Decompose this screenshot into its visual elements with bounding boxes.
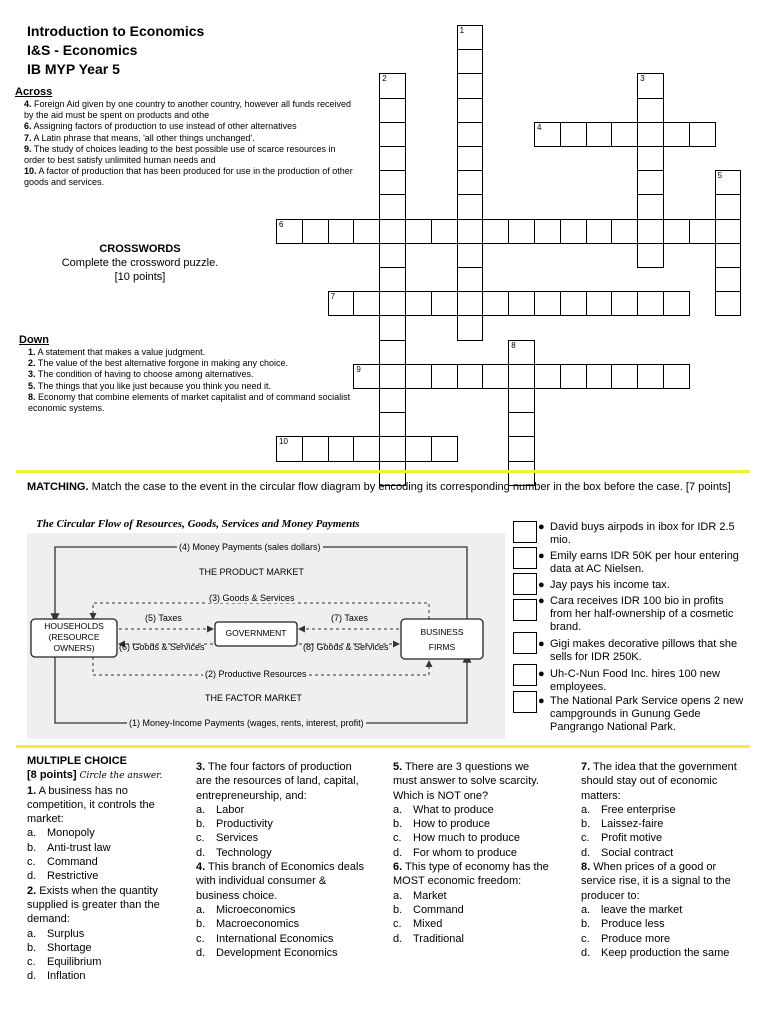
crossword-cell[interactable]: [586, 122, 613, 147]
crossword-cell[interactable]: [302, 219, 329, 244]
crossword-cell[interactable]: [328, 436, 355, 461]
option[interactable]: a. Monopoly: [27, 827, 95, 840]
crossword-clue-number: 10: [279, 437, 288, 447]
option[interactable]: c. Services: [196, 832, 259, 845]
crossword-cell[interactable]: [457, 49, 484, 74]
diagram-title: The Circular Flow of Resources, Goods, Services and Money Payments: [36, 518, 360, 530]
across-clue: 7. A Latin phrase that means, 'all other things unchanged'.: [24, 132, 255, 143]
crossword-cell[interactable]: [534, 219, 561, 244]
question-6: 6. This type of economy has the MOST economic freedom:: [393, 861, 549, 888]
crossword-cell[interactable]: [379, 267, 406, 292]
crossword-instruction: Complete the crossword puzzle.: [61, 257, 219, 269]
question-2: 2. Exists when the quantity supplied is greater than the demand:: [27, 884, 160, 926]
crossword-cell[interactable]: [379, 219, 406, 244]
crossword-cell[interactable]: [457, 73, 484, 98]
goods-right-label: (8) Goods & Services: [303, 642, 389, 652]
crossword-cell[interactable]: [560, 122, 587, 147]
question-4: 4. This branch of Economics deals with individual consumer & business choice.: [196, 861, 364, 902]
crossword-cell[interactable]: [379, 388, 406, 413]
crossword-cell[interactable]: [457, 243, 484, 268]
crossword-cell[interactable]: [534, 291, 561, 316]
crossword-cell[interactable]: [508, 364, 535, 389]
section-divider: [16, 745, 750, 748]
match-answer-box[interactable]: [513, 691, 537, 713]
match-answer-box[interactable]: [513, 599, 537, 621]
mc-column-2: [196, 760, 368, 960]
down-clue: 1. A statement that makes a value judgment.: [28, 347, 206, 357]
crossword-cell[interactable]: [508, 436, 535, 461]
crossword-title: CROSSWORDS: [99, 243, 181, 255]
crossword-cell[interactable]: [611, 122, 638, 147]
question-5: 5. There are 3 questions we must answer to solve scarcity. Which is NOT one?: [393, 761, 539, 802]
option[interactable]: a. leave the market: [581, 903, 683, 916]
match-answer-box[interactable]: [513, 632, 537, 654]
crossword-cell[interactable]: [482, 364, 509, 389]
crossword-cell[interactable]: [405, 291, 432, 316]
business-label: BUSINESS FIRMS: [420, 627, 464, 652]
option[interactable]: d. Traditional: [393, 932, 464, 945]
grade-title: IB MYP Year 5: [27, 61, 120, 77]
option[interactable]: b. Macroeconomics: [196, 918, 300, 931]
option[interactable]: a. Market: [393, 889, 447, 902]
crossword-clue-number: 5: [717, 171, 723, 181]
down-clue: 3. The condition of having to choose among alternatives.: [28, 369, 254, 380]
crossword-cell[interactable]: [431, 291, 458, 316]
option[interactable]: a. Labor: [196, 803, 245, 816]
crossword-cell[interactable]: [560, 219, 587, 244]
matching-case: ● The National Park Service opens 2 new campgrounds in Gunung Gede Pangrango National Park.: [538, 695, 744, 733]
option[interactable]: b. How to produce: [393, 818, 491, 831]
crossword-cell[interactable]: [715, 194, 742, 219]
across-title: Across: [15, 86, 53, 98]
crossword-cell[interactable]: [611, 364, 638, 389]
factor-market-label: THE FACTOR MARKET: [205, 693, 302, 703]
crossword-clue-number: 1: [459, 26, 465, 35]
crossword-cell[interactable]: [379, 170, 406, 195]
goods-left-label: (6) Goods & Services: [119, 642, 205, 652]
matching-case: ● David buys airpods in ibox for IDR 2.5 mio.: [538, 521, 735, 546]
crossword-cell[interactable]: [379, 243, 406, 268]
crossword-cell[interactable]: [353, 291, 380, 316]
crossword-cell[interactable]: [379, 98, 406, 123]
crossword-cell[interactable]: [663, 122, 690, 147]
option[interactable]: c. International Economics: [196, 932, 334, 945]
question-1: 1. A business has no competition, it controls the market:: [27, 784, 155, 826]
crossword-cell[interactable]: [302, 436, 329, 461]
crossword-cell[interactable]: [379, 436, 406, 461]
crossword-cell[interactable]: [379, 364, 406, 389]
crossword-cell[interactable]: [457, 267, 484, 292]
section-divider: [16, 470, 750, 473]
option[interactable]: b. Laissez-faire: [581, 818, 664, 831]
option[interactable]: c. Produce more: [581, 932, 671, 945]
crossword-cell[interactable]: [431, 364, 458, 389]
option[interactable]: d. Restrictive: [27, 870, 99, 883]
crossword-cell[interactable]: [637, 291, 664, 316]
crossword-clue-number: 9: [356, 364, 361, 374]
crossword-cell[interactable]: [379, 194, 406, 219]
crossword-cell[interactable]: [457, 98, 484, 123]
option[interactable]: c. Mixed: [393, 918, 443, 931]
matching-case: ● Gigi makes decorative pillows that she sells for IDR 250K.: [538, 638, 738, 663]
money-income-arrow: [55, 655, 467, 723]
crossword-cell[interactable]: [689, 219, 716, 244]
option[interactable]: d. Technology: [196, 846, 272, 859]
crossword-cell[interactable]: [379, 315, 406, 340]
question-8: 8. When prices of a good or service rise, it is a signal to the producer to:: [581, 861, 731, 902]
crossword-cell[interactable]: [457, 219, 484, 244]
option[interactable]: a. What to produce: [393, 803, 494, 816]
option[interactable]: d. Keep production the same: [581, 946, 730, 959]
down-clue: 5. The things that you like just because you think you need it.: [28, 380, 271, 391]
crossword-grid: [0, 0, 768, 470]
crossword-clue-number: 7: [330, 292, 336, 302]
down-clue: 8. Economy that combine elements of market capitalist and of command socialist economic systems.: [28, 391, 351, 414]
crossword-clue-number: 4: [537, 122, 542, 132]
crossword-cell[interactable]: [431, 436, 458, 461]
money-payments-arrow: [55, 547, 467, 621]
government-label: GOVERNMENT: [225, 628, 287, 638]
option[interactable]: b. Produce less: [581, 918, 665, 931]
option[interactable]: c. Equilibrium: [27, 956, 102, 969]
crossword-cell[interactable]: [405, 219, 432, 244]
mc-points: [8 points]: [27, 769, 77, 782]
option[interactable]: c. Command: [27, 856, 98, 869]
crossword-cell[interactable]: [637, 219, 664, 244]
taxes-left-label: (5) Taxes: [145, 613, 182, 623]
crossword-cell[interactable]: [379, 146, 406, 171]
crossword-cell[interactable]: [457, 315, 484, 340]
subject-title: I&S - Economics: [27, 42, 138, 58]
crossword-cell[interactable]: [508, 291, 535, 316]
across-clue: 9. The study of choices leading to the best possible use of scarce resources in order to best satisfy unlimited human needs and: [24, 143, 336, 166]
crossword-cell[interactable]: [457, 194, 484, 219]
down-title: Down: [19, 334, 49, 346]
mc-column-3: [393, 760, 551, 946]
crossword-cell[interactable]: [715, 219, 742, 244]
option[interactable]: b. Command: [393, 903, 464, 916]
option[interactable]: a. Microeconomics: [196, 903, 296, 916]
crossword-cell[interactable]: [353, 436, 380, 461]
across-clue: 10. A factor of production that has been produced for use in the production of other goods and services.: [24, 166, 353, 188]
product-market-label: THE PRODUCT MARKET: [199, 567, 304, 577]
crossword-cell[interactable]: [508, 388, 535, 413]
option[interactable]: a. Surplus: [27, 927, 85, 940]
question-7: 7. The idea that the government should stay out of economic matters:: [581, 761, 737, 802]
option[interactable]: d. For whom to produce: [393, 846, 517, 859]
goods-services-arrow: [93, 603, 429, 619]
goods-services-label: (3) Goods & Services: [209, 593, 295, 603]
crossword-cell[interactable]: [457, 291, 484, 316]
crossword-cell[interactable]: [637, 122, 664, 147]
course-title: Introduction to Economics: [27, 23, 205, 39]
crossword-cell[interactable]: [715, 243, 742, 268]
crossword-cell[interactable]: [611, 219, 638, 244]
crossword-cell[interactable]: [508, 412, 535, 437]
crossword-cell[interactable]: [637, 243, 664, 268]
option[interactable]: d. Development Economics: [196, 946, 338, 959]
crossword-cell[interactable]: [534, 364, 561, 389]
matching-case: ● Emily earns IDR 50K per hour entering data at AC Nielsen.: [538, 550, 739, 575]
matching-instruction: MATCHING. Match the case to the event in the circular flow diagram by encoding its corresponding number in the box before the case. [7 points]: [27, 481, 731, 493]
crossword-cell[interactable]: [611, 291, 638, 316]
mc-title: MULTIPLE CHOICE: [27, 755, 128, 767]
crossword-cell[interactable]: [586, 219, 613, 244]
money-payments-label: (4) Money Payments (sales dollars): [179, 542, 321, 552]
crossword-clue-number: 6: [279, 219, 284, 229]
crossword-points: [10 points]: [114, 271, 166, 283]
matching-case: ● Uh-C-Nun Food Inc. hires 100 new employees.: [538, 668, 720, 693]
crossword-cell[interactable]: [379, 291, 406, 316]
crossword-cell[interactable]: [637, 146, 664, 171]
mc-column-1: [27, 754, 185, 984]
option[interactable]: b. Productivity: [196, 818, 273, 831]
crossword-cell[interactable]: [482, 291, 509, 316]
households-label: HOUSEHOLDS (RESOURCE OWNERS): [44, 621, 104, 653]
crossword-cell[interactable]: [586, 291, 613, 316]
crossword-cell[interactable]: [405, 436, 432, 461]
taxes-right-label: (7) Taxes: [331, 613, 368, 623]
matching-label: MATCHING.: [27, 481, 89, 493]
crossword-cell[interactable]: [715, 267, 742, 292]
crossword-cell[interactable]: [353, 219, 380, 244]
crossword-cell[interactable]: [457, 122, 484, 147]
crossword-cell[interactable]: [689, 122, 716, 147]
match-answer-box[interactable]: [513, 664, 537, 686]
question-3: 3. The four factors of production are the resources of land, capital, entrepreneurship, and:: [196, 761, 359, 802]
crossword-cell[interactable]: [379, 122, 406, 147]
match-answer-box[interactable]: [513, 547, 537, 569]
match-answer-box[interactable]: [513, 573, 537, 595]
across-clue: 6. Assigning factors of production to use instead of other alternatives: [24, 121, 297, 132]
down-clue: 2. The value of the best alternative forgone in making any choice.: [28, 358, 289, 369]
crossword-cell[interactable]: [379, 412, 406, 437]
crossword-cell[interactable]: [637, 194, 664, 219]
crossword-cell[interactable]: [715, 291, 742, 316]
across-clue: 4. Foreign Aid given by one country to another country, however all funds received by the aid must be spent on products and othe: [24, 99, 352, 121]
option[interactable]: d. Inflation: [27, 970, 86, 983]
crossword-cell[interactable]: [637, 98, 664, 123]
crossword-cell[interactable]: [560, 291, 587, 316]
option[interactable]: c. Profit motive: [581, 832, 663, 845]
crossword-cell[interactable]: [457, 170, 484, 195]
mc-hint: Circle the answer.: [79, 771, 163, 782]
option[interactable]: b. Shortage: [27, 941, 92, 954]
crossword-cell[interactable]: [457, 364, 484, 389]
matching-case: ● Cara receives IDR 100 bio in profits from her half-ownership of a cosmetic brand.: [538, 595, 734, 633]
money-income-label: (1) Money-Income Payments (wages, rents, interest, profit): [129, 718, 364, 728]
crossword-cell[interactable]: [379, 340, 406, 365]
option[interactable]: b. Anti-trust law: [27, 841, 111, 854]
matching-case: ● Jay pays his income tax.: [538, 579, 670, 591]
crossword-cell[interactable]: [586, 364, 613, 389]
crossword-cell[interactable]: [405, 364, 432, 389]
match-answer-box[interactable]: [513, 521, 537, 543]
crossword-cell[interactable]: [431, 219, 458, 244]
crossword-clue-number: 3: [640, 74, 645, 84]
crossword-cell[interactable]: [663, 291, 690, 316]
crossword-cell[interactable]: [663, 364, 690, 389]
crossword-cell[interactable]: [508, 219, 535, 244]
crossword-cell[interactable]: [663, 219, 690, 244]
crossword-clue-number: 2: [382, 74, 387, 84]
crossword-cell[interactable]: [560, 364, 587, 389]
crossword-cell[interactable]: [637, 170, 664, 195]
circular-flow-diagram: [27, 533, 505, 739]
crossword-cell[interactable]: [328, 219, 355, 244]
crossword-cell[interactable]: [457, 146, 484, 171]
crossword-cell[interactable]: [482, 219, 509, 244]
crossword-clue-number: 8: [511, 340, 516, 350]
productive-resources-label: (2) Productive Resources: [205, 669, 307, 679]
option[interactable]: a. Free enterprise: [581, 803, 676, 816]
option[interactable]: c. How much to produce: [393, 832, 520, 845]
option[interactable]: d. Social contract: [581, 846, 674, 859]
crossword-cell[interactable]: [637, 364, 664, 389]
mc-column-4: [581, 760, 741, 960]
